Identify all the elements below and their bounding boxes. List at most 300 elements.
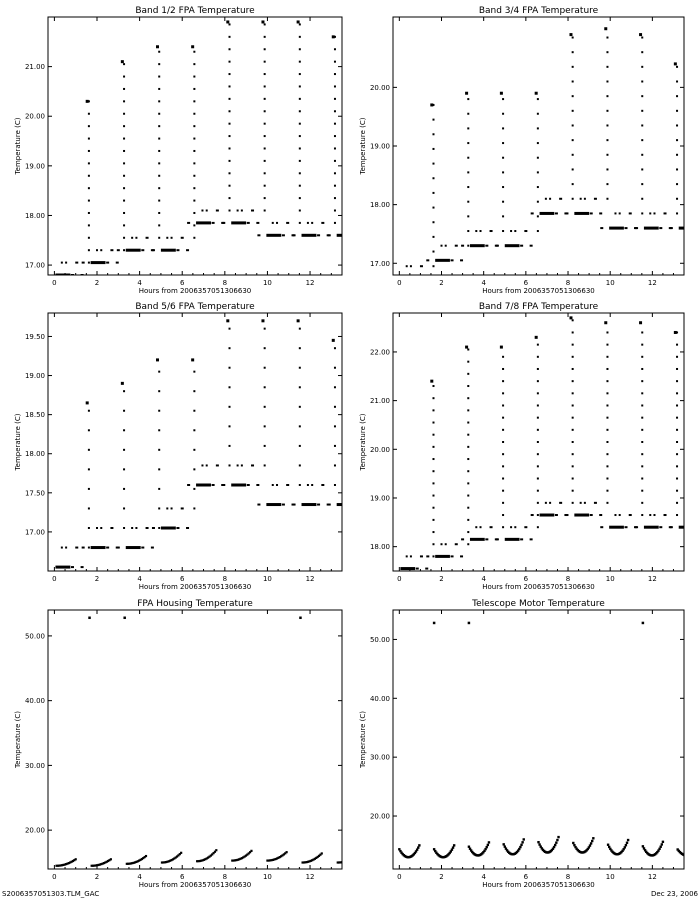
data-point bbox=[406, 555, 408, 557]
data-point bbox=[123, 175, 125, 177]
plateau-segment bbox=[91, 546, 106, 549]
data-point bbox=[502, 392, 504, 394]
data-point bbox=[486, 846, 488, 848]
data-point bbox=[692, 851, 694, 853]
data-point bbox=[123, 507, 125, 509]
data-point bbox=[191, 45, 194, 48]
data-point bbox=[537, 429, 539, 431]
data-point bbox=[572, 404, 574, 406]
data-point bbox=[676, 453, 678, 455]
data-point bbox=[123, 224, 125, 226]
data-point bbox=[369, 61, 371, 63]
data-point bbox=[480, 526, 482, 528]
data-point bbox=[530, 538, 533, 540]
data-point bbox=[467, 230, 469, 232]
data-point bbox=[432, 531, 434, 533]
data-point bbox=[71, 566, 74, 568]
data-point bbox=[467, 458, 469, 460]
plot-frame bbox=[48, 313, 342, 571]
data-point bbox=[299, 617, 302, 620]
data-point bbox=[332, 339, 335, 342]
data-point bbox=[659, 526, 662, 528]
data-point bbox=[641, 441, 643, 443]
data-point bbox=[158, 187, 160, 189]
data-point bbox=[158, 224, 160, 226]
chart-telescope-motor bbox=[359, 599, 699, 889]
x-tick-label: 12 bbox=[647, 279, 657, 287]
data-point bbox=[642, 845, 644, 847]
data-point bbox=[123, 527, 125, 529]
y-tick-label: 19.00 bbox=[24, 162, 45, 171]
data-point bbox=[537, 230, 539, 232]
data-point bbox=[286, 222, 289, 224]
data-point bbox=[264, 172, 266, 174]
data-point bbox=[641, 514, 643, 516]
data-point bbox=[641, 453, 643, 455]
data-point bbox=[460, 259, 463, 261]
data-point bbox=[299, 425, 301, 427]
data-point bbox=[572, 139, 574, 141]
plateau-segment bbox=[644, 227, 659, 230]
data-point bbox=[653, 514, 655, 516]
x-tick-label: 8 bbox=[222, 575, 228, 583]
data-point bbox=[363, 504, 366, 506]
data-point bbox=[264, 367, 266, 369]
plateau-segment bbox=[196, 221, 211, 224]
data-point bbox=[684, 854, 686, 856]
data-point bbox=[299, 36, 301, 38]
x-tick-label: 8 bbox=[222, 873, 228, 881]
data-point bbox=[688, 514, 690, 516]
data-point bbox=[590, 514, 593, 516]
data-point bbox=[606, 95, 608, 97]
data-point bbox=[606, 51, 608, 53]
data-point bbox=[626, 842, 628, 844]
data-point bbox=[106, 262, 109, 264]
data-point bbox=[311, 484, 313, 486]
data-point bbox=[432, 119, 434, 121]
x-axis-label: Hours from 2006357051306630 bbox=[482, 287, 595, 295]
data-point bbox=[694, 526, 697, 528]
data-point bbox=[123, 88, 125, 90]
data-point bbox=[201, 210, 203, 212]
data-point bbox=[353, 858, 355, 860]
data-point bbox=[215, 849, 217, 851]
data-point bbox=[554, 844, 556, 846]
data-point bbox=[110, 249, 113, 251]
data-point bbox=[346, 860, 348, 862]
data-point bbox=[572, 478, 574, 480]
data-point bbox=[158, 175, 160, 177]
data-point bbox=[193, 162, 195, 164]
data-point bbox=[545, 502, 547, 504]
data-point bbox=[641, 66, 643, 68]
data-point bbox=[641, 154, 643, 156]
data-point bbox=[685, 854, 687, 856]
data-point bbox=[334, 160, 336, 162]
plateau-segment bbox=[574, 212, 589, 215]
data-point bbox=[691, 852, 693, 854]
data-point bbox=[367, 35, 370, 38]
data-point bbox=[193, 51, 195, 53]
data-point bbox=[520, 245, 523, 247]
data-point bbox=[676, 465, 678, 467]
data-point bbox=[146, 237, 149, 239]
data-point bbox=[590, 212, 593, 214]
data-point bbox=[426, 259, 429, 261]
data-point bbox=[641, 356, 643, 358]
data-point bbox=[158, 371, 160, 373]
data-point bbox=[158, 100, 160, 102]
y-tick-label: 18.50 bbox=[24, 411, 45, 420]
data-point bbox=[158, 527, 160, 529]
data-point bbox=[141, 547, 144, 549]
data-point bbox=[693, 850, 695, 852]
data-point bbox=[432, 409, 434, 411]
data-point bbox=[686, 854, 688, 856]
data-point bbox=[352, 858, 354, 860]
chart-title: Band 1/2 FPA Temperature bbox=[135, 6, 255, 16]
chart-band-1-2 bbox=[14, 6, 371, 295]
data-point bbox=[641, 344, 643, 346]
data-point bbox=[661, 843, 663, 845]
data-point bbox=[641, 429, 643, 431]
data-point bbox=[467, 397, 469, 399]
data-point bbox=[348, 860, 350, 862]
data-point bbox=[537, 344, 539, 346]
y-axis-label: Temperature (C) bbox=[14, 711, 22, 768]
data-point bbox=[264, 464, 266, 466]
data-point bbox=[61, 262, 63, 264]
data-point bbox=[100, 527, 102, 529]
data-point bbox=[537, 380, 539, 382]
data-point bbox=[264, 328, 266, 330]
data-point bbox=[606, 344, 608, 346]
data-point bbox=[537, 157, 539, 159]
plateau-segment bbox=[609, 526, 624, 529]
x-tick-label: 10 bbox=[605, 279, 615, 287]
data-point bbox=[629, 514, 632, 516]
data-point bbox=[432, 470, 434, 472]
data-point bbox=[181, 237, 184, 239]
plateau-segment bbox=[435, 259, 450, 262]
data-point bbox=[88, 125, 90, 127]
data-point bbox=[487, 844, 489, 846]
data-point bbox=[467, 98, 469, 100]
data-point bbox=[432, 163, 434, 165]
data-point bbox=[425, 568, 428, 570]
data-point bbox=[502, 356, 504, 358]
data-point bbox=[229, 48, 231, 50]
data-point bbox=[676, 154, 678, 156]
data-point bbox=[624, 846, 626, 848]
data-point bbox=[676, 429, 678, 431]
data-point bbox=[334, 61, 336, 63]
data-point bbox=[156, 45, 159, 48]
data-point bbox=[321, 852, 323, 854]
data-point bbox=[264, 210, 266, 212]
data-point bbox=[445, 543, 447, 545]
x-tick-label: 0 bbox=[52, 279, 57, 287]
data-point bbox=[676, 212, 678, 214]
data-point bbox=[664, 212, 667, 214]
data-point bbox=[467, 113, 469, 115]
data-point bbox=[530, 245, 533, 247]
x-tick-label: 0 bbox=[397, 575, 402, 583]
data-point bbox=[264, 98, 266, 100]
data-point bbox=[299, 160, 301, 162]
data-point bbox=[545, 198, 547, 200]
data-point bbox=[625, 227, 628, 229]
data-point bbox=[299, 123, 301, 125]
data-point bbox=[475, 526, 477, 528]
data-point bbox=[641, 139, 643, 141]
data-point bbox=[299, 85, 301, 87]
x-tick-label: 6 bbox=[179, 873, 185, 881]
data-point bbox=[299, 222, 301, 224]
data-point bbox=[146, 527, 149, 529]
chart-title: Band 7/8 FPA Temperature bbox=[478, 302, 599, 312]
data-point bbox=[432, 385, 434, 387]
data-point bbox=[88, 262, 90, 264]
data-point bbox=[151, 547, 154, 549]
data-point bbox=[606, 168, 608, 170]
data-point bbox=[619, 514, 621, 516]
data-point bbox=[334, 172, 336, 174]
data-point bbox=[537, 356, 539, 358]
data-point bbox=[606, 198, 608, 200]
data-point bbox=[349, 859, 351, 861]
x-tick-label: 6 bbox=[523, 575, 529, 583]
data-point bbox=[131, 527, 133, 529]
data-point bbox=[641, 465, 643, 467]
x-tick-label: 12 bbox=[305, 575, 315, 583]
data-point bbox=[282, 504, 285, 506]
data-point bbox=[158, 200, 160, 202]
data-point bbox=[653, 212, 655, 214]
data-point bbox=[535, 92, 538, 95]
data-point bbox=[176, 249, 179, 251]
data-point bbox=[369, 210, 371, 212]
data-point bbox=[490, 230, 493, 232]
data-point bbox=[152, 249, 155, 251]
data-point bbox=[369, 160, 371, 162]
data-point bbox=[500, 92, 503, 95]
data-point bbox=[229, 197, 231, 199]
x-tick-label: 2 bbox=[94, 575, 100, 583]
data-point bbox=[299, 172, 301, 174]
data-point bbox=[664, 514, 667, 516]
data-point bbox=[572, 198, 574, 200]
data-point bbox=[193, 212, 195, 214]
data-point bbox=[65, 262, 67, 264]
data-points bbox=[55, 617, 358, 867]
data-point bbox=[606, 368, 608, 370]
data-point bbox=[121, 60, 124, 63]
data-point bbox=[222, 484, 225, 486]
data-point bbox=[606, 380, 608, 382]
data-point bbox=[488, 841, 490, 843]
data-point bbox=[670, 526, 673, 528]
data-point bbox=[467, 470, 469, 472]
data-point bbox=[659, 227, 662, 229]
data-point bbox=[641, 212, 643, 214]
data-point bbox=[117, 547, 120, 549]
data-point bbox=[502, 201, 504, 203]
x-tick-label: 8 bbox=[222, 279, 228, 287]
data-point bbox=[641, 502, 643, 504]
data-point bbox=[523, 838, 525, 840]
data-point bbox=[572, 331, 574, 333]
data-point bbox=[417, 846, 419, 848]
data-point bbox=[158, 63, 160, 65]
data-point bbox=[502, 142, 504, 144]
data-point bbox=[193, 507, 195, 509]
data-point bbox=[350, 859, 352, 861]
y-tick-label: 18.00 bbox=[24, 450, 45, 459]
data-point bbox=[299, 328, 301, 330]
plateau-segment bbox=[302, 503, 317, 506]
plateau-segment bbox=[400, 567, 415, 570]
data-point bbox=[502, 453, 504, 455]
data-point bbox=[257, 504, 260, 506]
data-point bbox=[123, 429, 125, 431]
x-tick-label: 4 bbox=[481, 873, 486, 881]
data-point bbox=[467, 373, 469, 375]
x-tick-label: 6 bbox=[523, 873, 529, 881]
y-tick-label: 19.00 bbox=[24, 372, 45, 381]
data-point bbox=[116, 262, 119, 264]
data-point bbox=[171, 507, 173, 509]
data-point bbox=[502, 490, 504, 492]
data-point bbox=[537, 514, 539, 516]
data-point bbox=[627, 839, 629, 841]
data-point bbox=[433, 622, 436, 625]
data-point bbox=[572, 183, 574, 185]
data-point bbox=[264, 36, 266, 38]
data-point bbox=[193, 468, 195, 470]
data-point bbox=[418, 844, 420, 846]
data-point bbox=[193, 488, 195, 490]
data-point bbox=[237, 464, 239, 466]
data-point bbox=[475, 230, 477, 232]
data-point bbox=[537, 392, 539, 394]
y-tick-label: 20.00 bbox=[24, 112, 45, 121]
data-point bbox=[229, 406, 231, 408]
data-point bbox=[639, 321, 642, 324]
data-point bbox=[186, 249, 189, 251]
data-point bbox=[641, 404, 643, 406]
data-point bbox=[606, 154, 608, 156]
data-point bbox=[604, 321, 607, 324]
data-point bbox=[502, 186, 504, 188]
data-point bbox=[88, 617, 91, 620]
data-point bbox=[432, 251, 434, 253]
data-point bbox=[641, 110, 643, 112]
data-point bbox=[538, 843, 540, 845]
data-point bbox=[606, 404, 608, 406]
data-point bbox=[328, 234, 331, 236]
data-point bbox=[485, 538, 488, 540]
chart-title: Band 5/6 FPA Temperature bbox=[135, 302, 255, 312]
data-point bbox=[82, 262, 85, 264]
data-point bbox=[502, 514, 504, 516]
x-axis-label: Hours from 2006357051306630 bbox=[482, 881, 595, 889]
data-point bbox=[229, 386, 231, 388]
plateau-segment bbox=[196, 484, 211, 487]
data-point bbox=[193, 100, 195, 102]
data-point bbox=[158, 468, 160, 470]
data-point bbox=[264, 73, 266, 75]
y-tick-label: 30.00 bbox=[369, 753, 390, 762]
data-point bbox=[229, 172, 231, 174]
data-point bbox=[369, 406, 371, 408]
data-point bbox=[158, 488, 160, 490]
data-point bbox=[557, 836, 559, 838]
y-tick-label: 20.00 bbox=[24, 826, 45, 835]
data-point bbox=[467, 142, 469, 144]
x-axis-label: Hours from 2006357051306630 bbox=[138, 583, 252, 591]
data-point bbox=[531, 212, 534, 214]
data-point bbox=[75, 858, 77, 860]
data-point bbox=[299, 347, 301, 349]
data-point bbox=[641, 124, 643, 126]
data-point bbox=[334, 110, 336, 112]
data-point bbox=[311, 222, 313, 224]
data-point bbox=[297, 20, 300, 23]
data-point bbox=[641, 95, 643, 97]
data-point bbox=[166, 237, 168, 239]
data-point bbox=[334, 185, 336, 187]
data-point bbox=[229, 147, 231, 149]
data-point bbox=[193, 429, 195, 431]
data-point bbox=[589, 844, 591, 846]
data-point bbox=[158, 88, 160, 90]
x-tick-label: 12 bbox=[647, 575, 657, 583]
plateau-segment bbox=[540, 212, 555, 215]
data-point bbox=[201, 464, 203, 466]
data-point bbox=[191, 358, 194, 361]
x-tick-label: 10 bbox=[605, 873, 615, 881]
data-point bbox=[432, 458, 434, 460]
data-point bbox=[334, 347, 336, 349]
data-point bbox=[297, 319, 300, 322]
data-point bbox=[606, 490, 608, 492]
data-point bbox=[572, 81, 574, 83]
plateau-segment bbox=[126, 249, 141, 252]
data-point bbox=[299, 484, 301, 486]
data-point bbox=[193, 390, 195, 392]
data-point bbox=[410, 265, 412, 267]
data-point bbox=[688, 212, 690, 214]
data-point bbox=[502, 157, 504, 159]
data-point bbox=[141, 249, 144, 251]
data-point bbox=[625, 844, 627, 846]
data-point bbox=[88, 175, 90, 177]
data-point bbox=[229, 367, 231, 369]
data-point bbox=[555, 841, 557, 843]
data-point bbox=[537, 127, 539, 129]
data-point bbox=[537, 417, 539, 419]
data-point bbox=[606, 66, 608, 68]
data-point bbox=[659, 846, 661, 848]
data-point bbox=[123, 113, 125, 115]
data-point bbox=[496, 538, 499, 540]
data-point bbox=[257, 234, 260, 236]
plateau-segment bbox=[91, 261, 106, 264]
data-point bbox=[537, 465, 539, 467]
data-point bbox=[467, 245, 469, 247]
